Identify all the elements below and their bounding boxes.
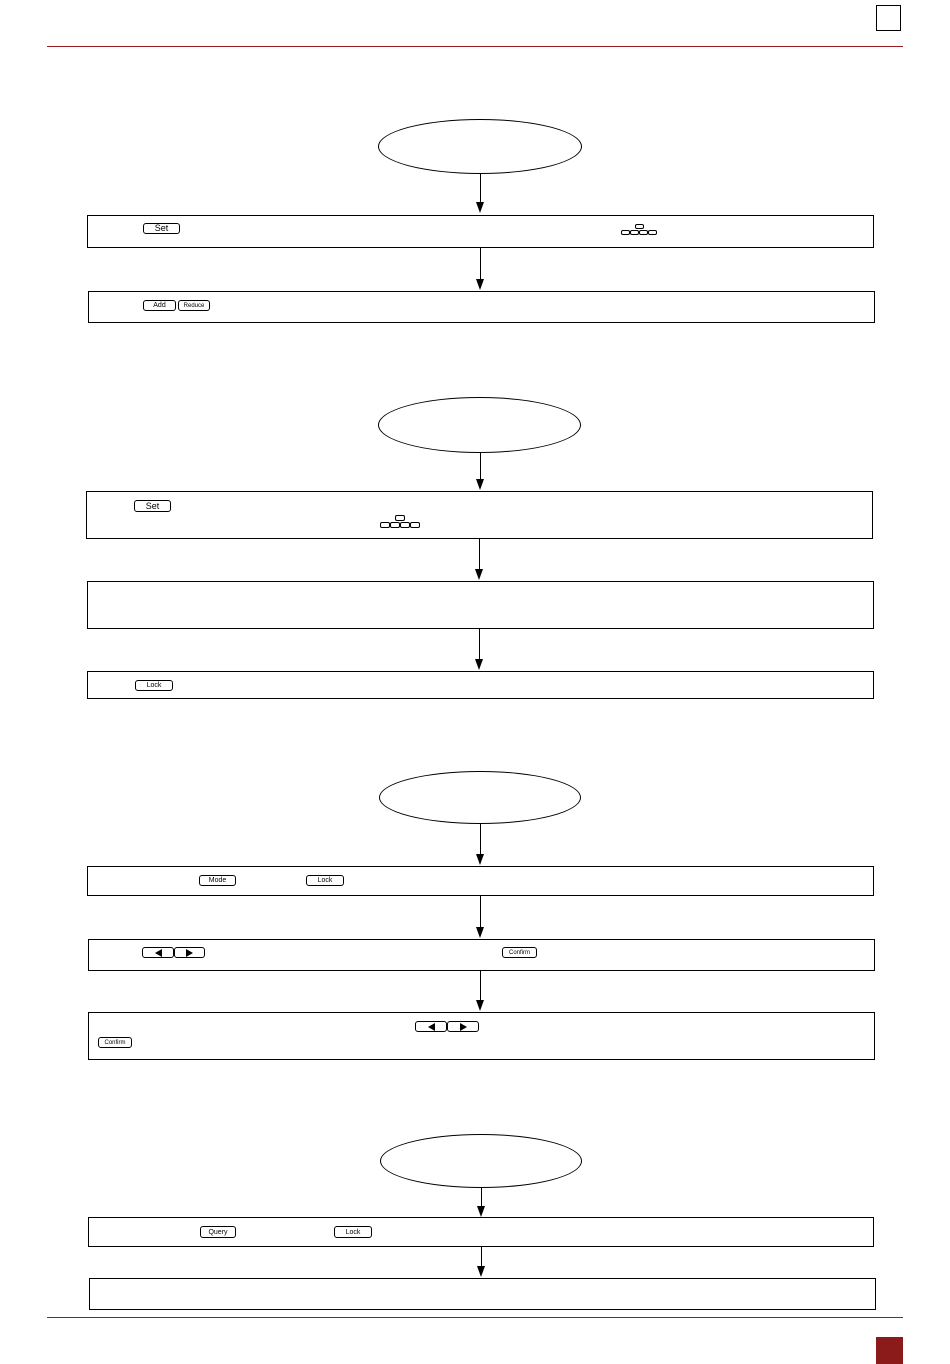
set-key: Set (143, 223, 180, 234)
flow3-connector-3 (480, 971, 481, 1001)
right-arrow-icon (447, 1021, 479, 1032)
direction-keypad-icon (380, 515, 426, 530)
left-arrow-icon (415, 1021, 447, 1032)
flow1-start-oval (378, 119, 582, 174)
flow1-connector-2 (480, 248, 481, 280)
flow3-step-2 (88, 939, 875, 971)
flow2-connector-1 (480, 453, 481, 480)
flow3-connector-1 (480, 824, 481, 855)
flow3-connector-2 (480, 896, 481, 928)
flow4-step-1 (88, 1217, 874, 1247)
mode-key: Mode (199, 875, 236, 886)
flow3-arrow-1 (476, 854, 484, 865)
flow2-arrow-2 (475, 569, 483, 580)
flow3-step-3 (88, 1012, 875, 1060)
flow1-arrow-1 (476, 202, 484, 213)
flow2-step-2 (87, 581, 874, 629)
lock-key: Lock (135, 680, 173, 691)
flow1-connector-1 (480, 174, 481, 204)
flow4-connector-1 (481, 1188, 482, 1207)
flow2-step-3 (87, 671, 874, 699)
right-arrow-icon (174, 947, 205, 958)
confirm-key: Confirm (502, 947, 537, 958)
left-arrow-icon (142, 947, 174, 958)
flow3-arrow-3 (476, 1000, 484, 1011)
flow4-arrow-1 (477, 1206, 485, 1217)
header-rule (47, 46, 903, 47)
set-key: Set (134, 500, 171, 512)
flow4-connector-2 (481, 1247, 482, 1267)
confirm-key: Confirm (98, 1037, 132, 1048)
flow2-step-1 (86, 491, 873, 539)
direction-keypad-icon (621, 224, 661, 239)
flow2-connector-2 (479, 539, 480, 570)
flow2-arrow-3 (475, 659, 483, 670)
lock-key: Lock (334, 1226, 372, 1238)
flow1-step-2 (88, 291, 875, 323)
add-key: Add (143, 300, 176, 311)
lock-key: Lock (306, 875, 344, 886)
reduce-key: Reduce (178, 300, 210, 311)
flow3-start-oval (379, 771, 581, 824)
flow1-step-1 (87, 215, 874, 248)
query-key: Query (200, 1226, 236, 1238)
flow2-start-oval (378, 397, 581, 453)
page-tab-marker (876, 1337, 903, 1364)
flow4-arrow-2 (477, 1266, 485, 1277)
flow3-arrow-2 (476, 927, 484, 938)
flow4-start-oval (380, 1134, 582, 1188)
page-corner-box (876, 5, 901, 31)
footer-rule (47, 1317, 903, 1318)
flow3-step-1 (87, 866, 874, 896)
flow1-arrow-2 (476, 279, 484, 290)
flow2-connector-3 (479, 629, 480, 660)
flow2-arrow-1 (476, 479, 484, 490)
flow4-step-2 (89, 1278, 876, 1310)
